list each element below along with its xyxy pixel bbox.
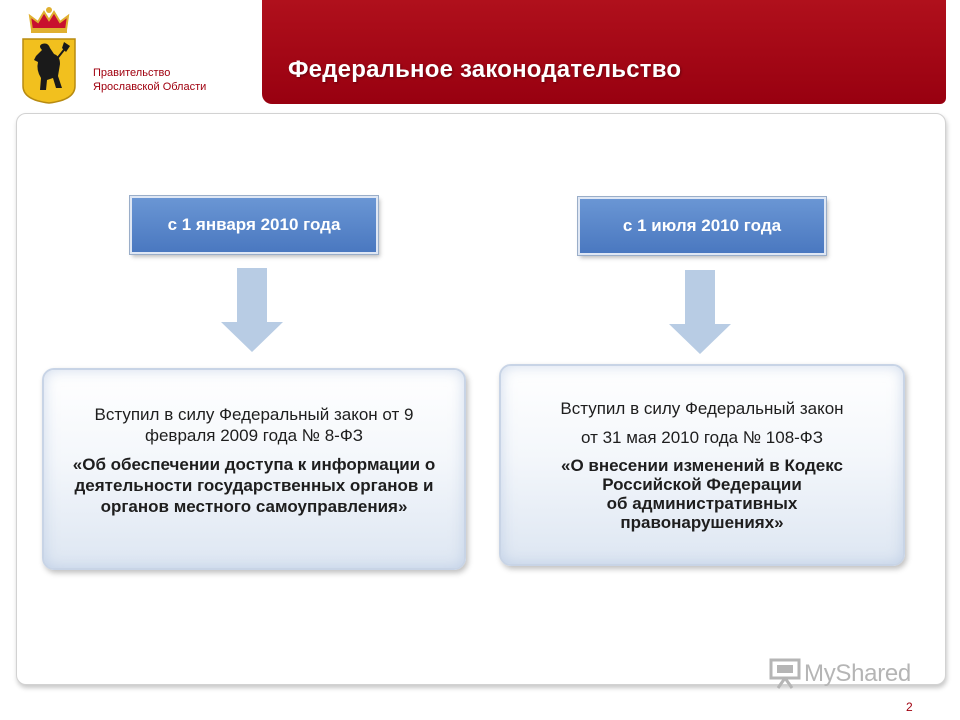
- organization-name-line1: Правительство: [93, 67, 171, 79]
- page-number: 2: [906, 700, 913, 714]
- organization-name: [93, 66, 206, 94]
- yaroslavl-coat-of-arms-icon: [20, 4, 78, 104]
- down-arrow-icon: [669, 270, 731, 354]
- law-description-line1: Вступил в силу Федеральный закон: [560, 399, 844, 418]
- watermark-text: MyShared: [804, 660, 911, 687]
- law-title-line4: правонарушениях»: [620, 513, 784, 532]
- law-description: Вступил в силу Федеральный закон от 9 февраля 2009 года № 8-ФЗ: [94, 405, 414, 445]
- presentation-icon: [768, 656, 802, 690]
- law-title: «Об обеспечении доступа к информации о деятельности государственных органов и органов местного самоуправления»: [72, 455, 436, 516]
- law-title-line2: Российской Федерации: [602, 475, 802, 494]
- law-box-108fz: [499, 364, 905, 566]
- watermark: [768, 656, 928, 692]
- slide-title: Федеральное законодательство: [288, 56, 682, 83]
- down-arrow-icon: [221, 268, 283, 352]
- header-band: [262, 0, 946, 104]
- law-title: [519, 456, 885, 532]
- organization-name-line2: Ярославской Области: [93, 81, 207, 93]
- law-description-line2: от 31 мая 2010 года № 108-ФЗ: [580, 428, 824, 447]
- law-box-8fz: [42, 368, 466, 570]
- date-box-january: с 1 января 2010 года: [130, 196, 378, 254]
- law-title-line3: об административных: [606, 494, 798, 513]
- date-box-july: с 1 июля 2010 года: [578, 197, 826, 255]
- law-title-line1: «О внесении изменений в Кодекс: [561, 456, 843, 475]
